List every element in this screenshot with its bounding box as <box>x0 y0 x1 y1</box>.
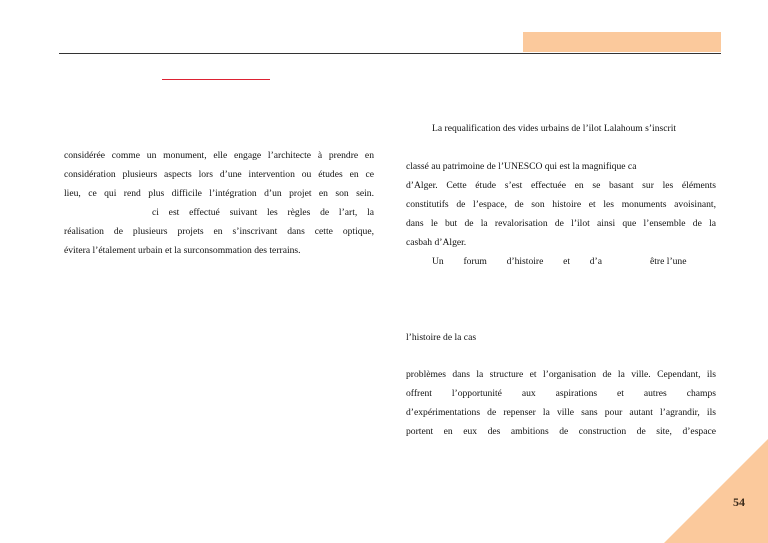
text-line: La requalification des vides urbains de l’ilot Lalahoum s’inscrit <box>432 123 677 134</box>
text-line: dans le but de la revalorisation de l’ilot ainsi que l’ensemble de la <box>406 218 716 229</box>
text-line: considérée comme un monument, elle engage l’architecte à prendre en <box>64 150 374 161</box>
text-line: lieu, ce qui rend plus difficile l’intégration d’un projet en son sein. <box>64 188 374 199</box>
text-line: réalisation de plusieurs projets en s’inscrivant dans cette optique, <box>64 226 374 237</box>
text-line: évitera l’étalement urbain et la surconsommation des terrains. <box>64 245 301 256</box>
text-line: être l’une <box>650 256 687 267</box>
text-line: problèmes dans la structure et l’organisation de la ville. Cependant, ils <box>406 369 716 380</box>
text-line: classé au patrimoine de l’UNESCO qui est la magnifique ca <box>406 161 637 172</box>
left-paragraph <box>64 146 374 260</box>
header-rule <box>59 53 721 54</box>
text-line: d’expérimentations de repenser la ville sans pour autant l’agrandir, ils <box>406 407 716 418</box>
history-line <box>406 328 606 347</box>
corner-triangle <box>664 439 768 543</box>
page-number: 54 <box>733 495 745 509</box>
forum-line-right <box>650 252 700 271</box>
right-intro <box>432 119 716 138</box>
forum-line-left <box>432 252 602 271</box>
red-underline <box>162 79 270 80</box>
text-line: offrent l’opportunité aux aspirations et autres champs <box>406 388 716 399</box>
right-paragraph-1 <box>406 157 716 252</box>
text-line: considération plusieurs aspects lors d’une intervention ou études en ce <box>64 169 374 180</box>
text-line: portent en eux des ambitions de construction de site, d’espace <box>406 426 716 437</box>
text-line: constitutifs de l’espace, de son histoire et les monuments avoisinant, <box>406 199 716 210</box>
text-line: casbah d’Alger. <box>406 237 467 248</box>
right-paragraph-2 <box>406 365 716 441</box>
text-line: l’histoire de la cas <box>406 332 477 343</box>
text-line: Un forum d’histoire et d’a <box>432 256 602 267</box>
header-accent-band <box>523 32 721 52</box>
text-line: d’Alger. Cette étude s’est effectuée en se basant sur les éléments <box>406 180 716 191</box>
text-line: ci est effectué suivant les règles de l’art, la <box>152 207 374 218</box>
